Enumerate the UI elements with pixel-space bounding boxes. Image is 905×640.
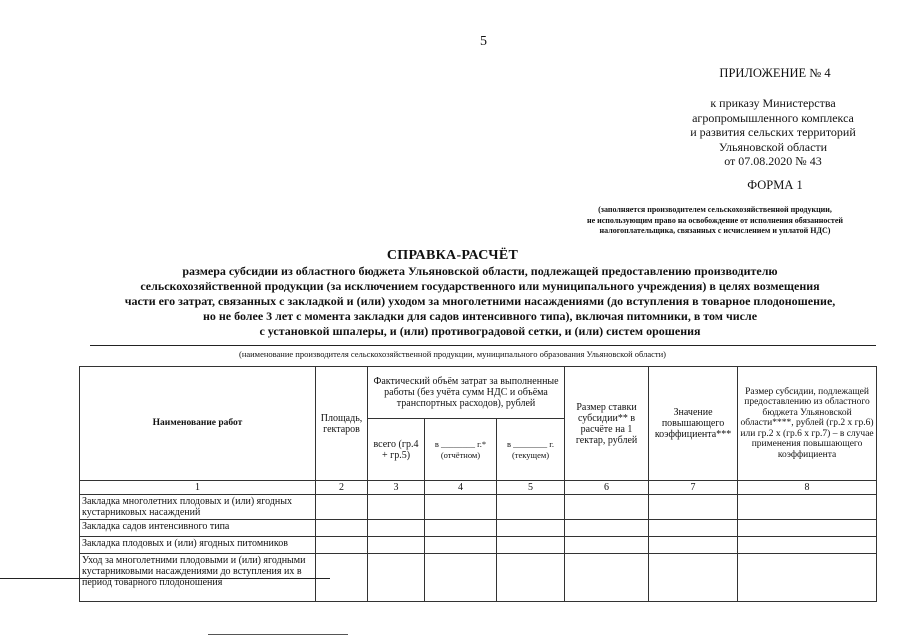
data-cell[interactable] — [368, 554, 425, 602]
header-subsidy-amount: Размер субсидии, подлежащей предоставлению из областного бюджета Ульяновской области****, рублей (гр.2 х гр.6) или гр.2 х (гр.6 х гр.7) – в случае применения повышающего коэффициента — [738, 367, 877, 481]
column-number: 6 — [565, 481, 649, 495]
data-cell[interactable] — [649, 537, 738, 554]
data-cell[interactable] — [425, 554, 497, 602]
data-cell[interactable] — [738, 495, 877, 520]
filled-by-note — [545, 205, 885, 237]
column-number: 1 — [80, 481, 316, 495]
header-total: всего (гр.4 + гр.5) — [368, 419, 425, 481]
document-title: СПРАВКА-РАСЧЁТ — [386, 248, 519, 263]
data-cell[interactable] — [497, 495, 565, 520]
filled-by-line: не использующим право на освобождение от исполнения обязанностей — [586, 215, 843, 225]
column-number: 8 — [738, 481, 877, 495]
work-name-cell: Закладка плодовых и (или) ягодных питомников — [80, 537, 316, 554]
header-actual-costs: Фактический объём затрат за выполненные работы (без учёта сумм НДС и объёма транспортных расходов), рублей — [368, 367, 565, 419]
work-name-cell: Уход за многолетними плодовыми и (или) ягодными кустарниковыми насаждениями до вступления их в период товарного плодоношения — [80, 554, 316, 602]
column-number: 4 — [425, 481, 497, 495]
data-cell[interactable] — [497, 554, 565, 602]
table-row — [80, 537, 877, 554]
order-line: и развития сельских территорий — [690, 125, 856, 139]
subtitle-line: с установкой шпалеры, и (или) противоградовой сетки, и (или) систем орошения — [259, 324, 701, 338]
header-reporting-year: в ________ г.* (отчётном) — [425, 419, 497, 481]
data-cell[interactable] — [738, 537, 877, 554]
form-label: ФОРМА 1 — [747, 178, 803, 192]
order-line: от 07.08.2020 № 43 — [724, 154, 822, 168]
data-cell[interactable] — [425, 537, 497, 554]
subtitle-line: но не более 3 лет с момента закладки для садов интенсивного типа), включая питомники, в том числе — [202, 309, 758, 323]
scan-overlay-line — [0, 578, 330, 579]
header-subsidy-rate: Размер ставки субсидии** в расчёте на 1 гектар, рублей — [565, 367, 649, 481]
data-cell[interactable] — [425, 520, 497, 537]
producer-name-caption: (наименование производителя сельскохозяйственной продукции, муниципального образования Ульяновской области) — [238, 349, 667, 359]
data-cell[interactable] — [738, 520, 877, 537]
table-row — [80, 495, 877, 520]
data-cell[interactable] — [368, 537, 425, 554]
column-number: 3 — [368, 481, 425, 495]
column-number: 7 — [649, 481, 738, 495]
order-reference — [668, 96, 878, 169]
data-cell[interactable] — [316, 495, 368, 520]
work-name-cell: Закладка многолетних плодовых и (или) ягодных кустарниковых насаждений — [80, 495, 316, 520]
order-line: Ульяновской области — [718, 139, 828, 154]
subtitle-line: сельскохозяйственной продукции (за исключением государственного или муниципального учреждения) в целях возмещения — [140, 279, 820, 293]
header-area: Площадь, гектаров — [316, 367, 368, 481]
data-cell[interactable] — [738, 554, 877, 602]
data-cell[interactable] — [649, 520, 738, 537]
data-cell[interactable] — [649, 495, 738, 520]
data-cell[interactable] — [497, 537, 565, 554]
order-line: к приказу Министерства — [710, 96, 836, 110]
filled-by-line: налогоплательщика, связанных с исчислением и уплатой НДС) — [599, 226, 831, 235]
subtitle-line: размера субсидии из областного бюджета Ульяновской области, подлежащей предоставлению производителю — [182, 264, 778, 278]
filled-by-line: (заполняется производителем сельскохозяйственной продукции, — [598, 205, 832, 214]
footnote-separator — [208, 634, 348, 635]
header-coefficient: Значение повышающего коэффициента*** — [649, 367, 738, 481]
data-cell[interactable] — [316, 520, 368, 537]
data-cell[interactable] — [565, 537, 649, 554]
data-cell[interactable] — [649, 554, 738, 602]
data-cell[interactable] — [565, 554, 649, 602]
document-subtitle — [60, 264, 900, 339]
page-number: 5 — [480, 34, 487, 49]
data-cell[interactable] — [565, 520, 649, 537]
header-work-name: Наименование работ — [80, 367, 316, 481]
data-cell[interactable] — [316, 537, 368, 554]
table-row — [80, 520, 877, 537]
column-number: 5 — [497, 481, 565, 495]
data-cell[interactable] — [497, 520, 565, 537]
column-number: 2 — [316, 481, 368, 495]
calculation-table — [79, 366, 877, 602]
header-current-year: в ________ г. (текущем) — [497, 419, 565, 481]
data-cell[interactable] — [368, 495, 425, 520]
order-line: агропромышленного комплекса — [692, 110, 854, 125]
appendix-number: ПРИЛОЖЕНИЕ № 4 — [719, 66, 831, 80]
data-cell[interactable] — [425, 495, 497, 520]
data-cell[interactable] — [368, 520, 425, 537]
data-cell[interactable] — [565, 495, 649, 520]
subtitle-line: части его затрат, связанных с закладкой и (или) уходом за многолетними насаждениями (до вступления в товарное плодоношение, — [124, 294, 836, 308]
producer-name-line[interactable] — [90, 345, 876, 346]
work-name-cell: Закладка садов интенсивного типа — [80, 520, 316, 537]
